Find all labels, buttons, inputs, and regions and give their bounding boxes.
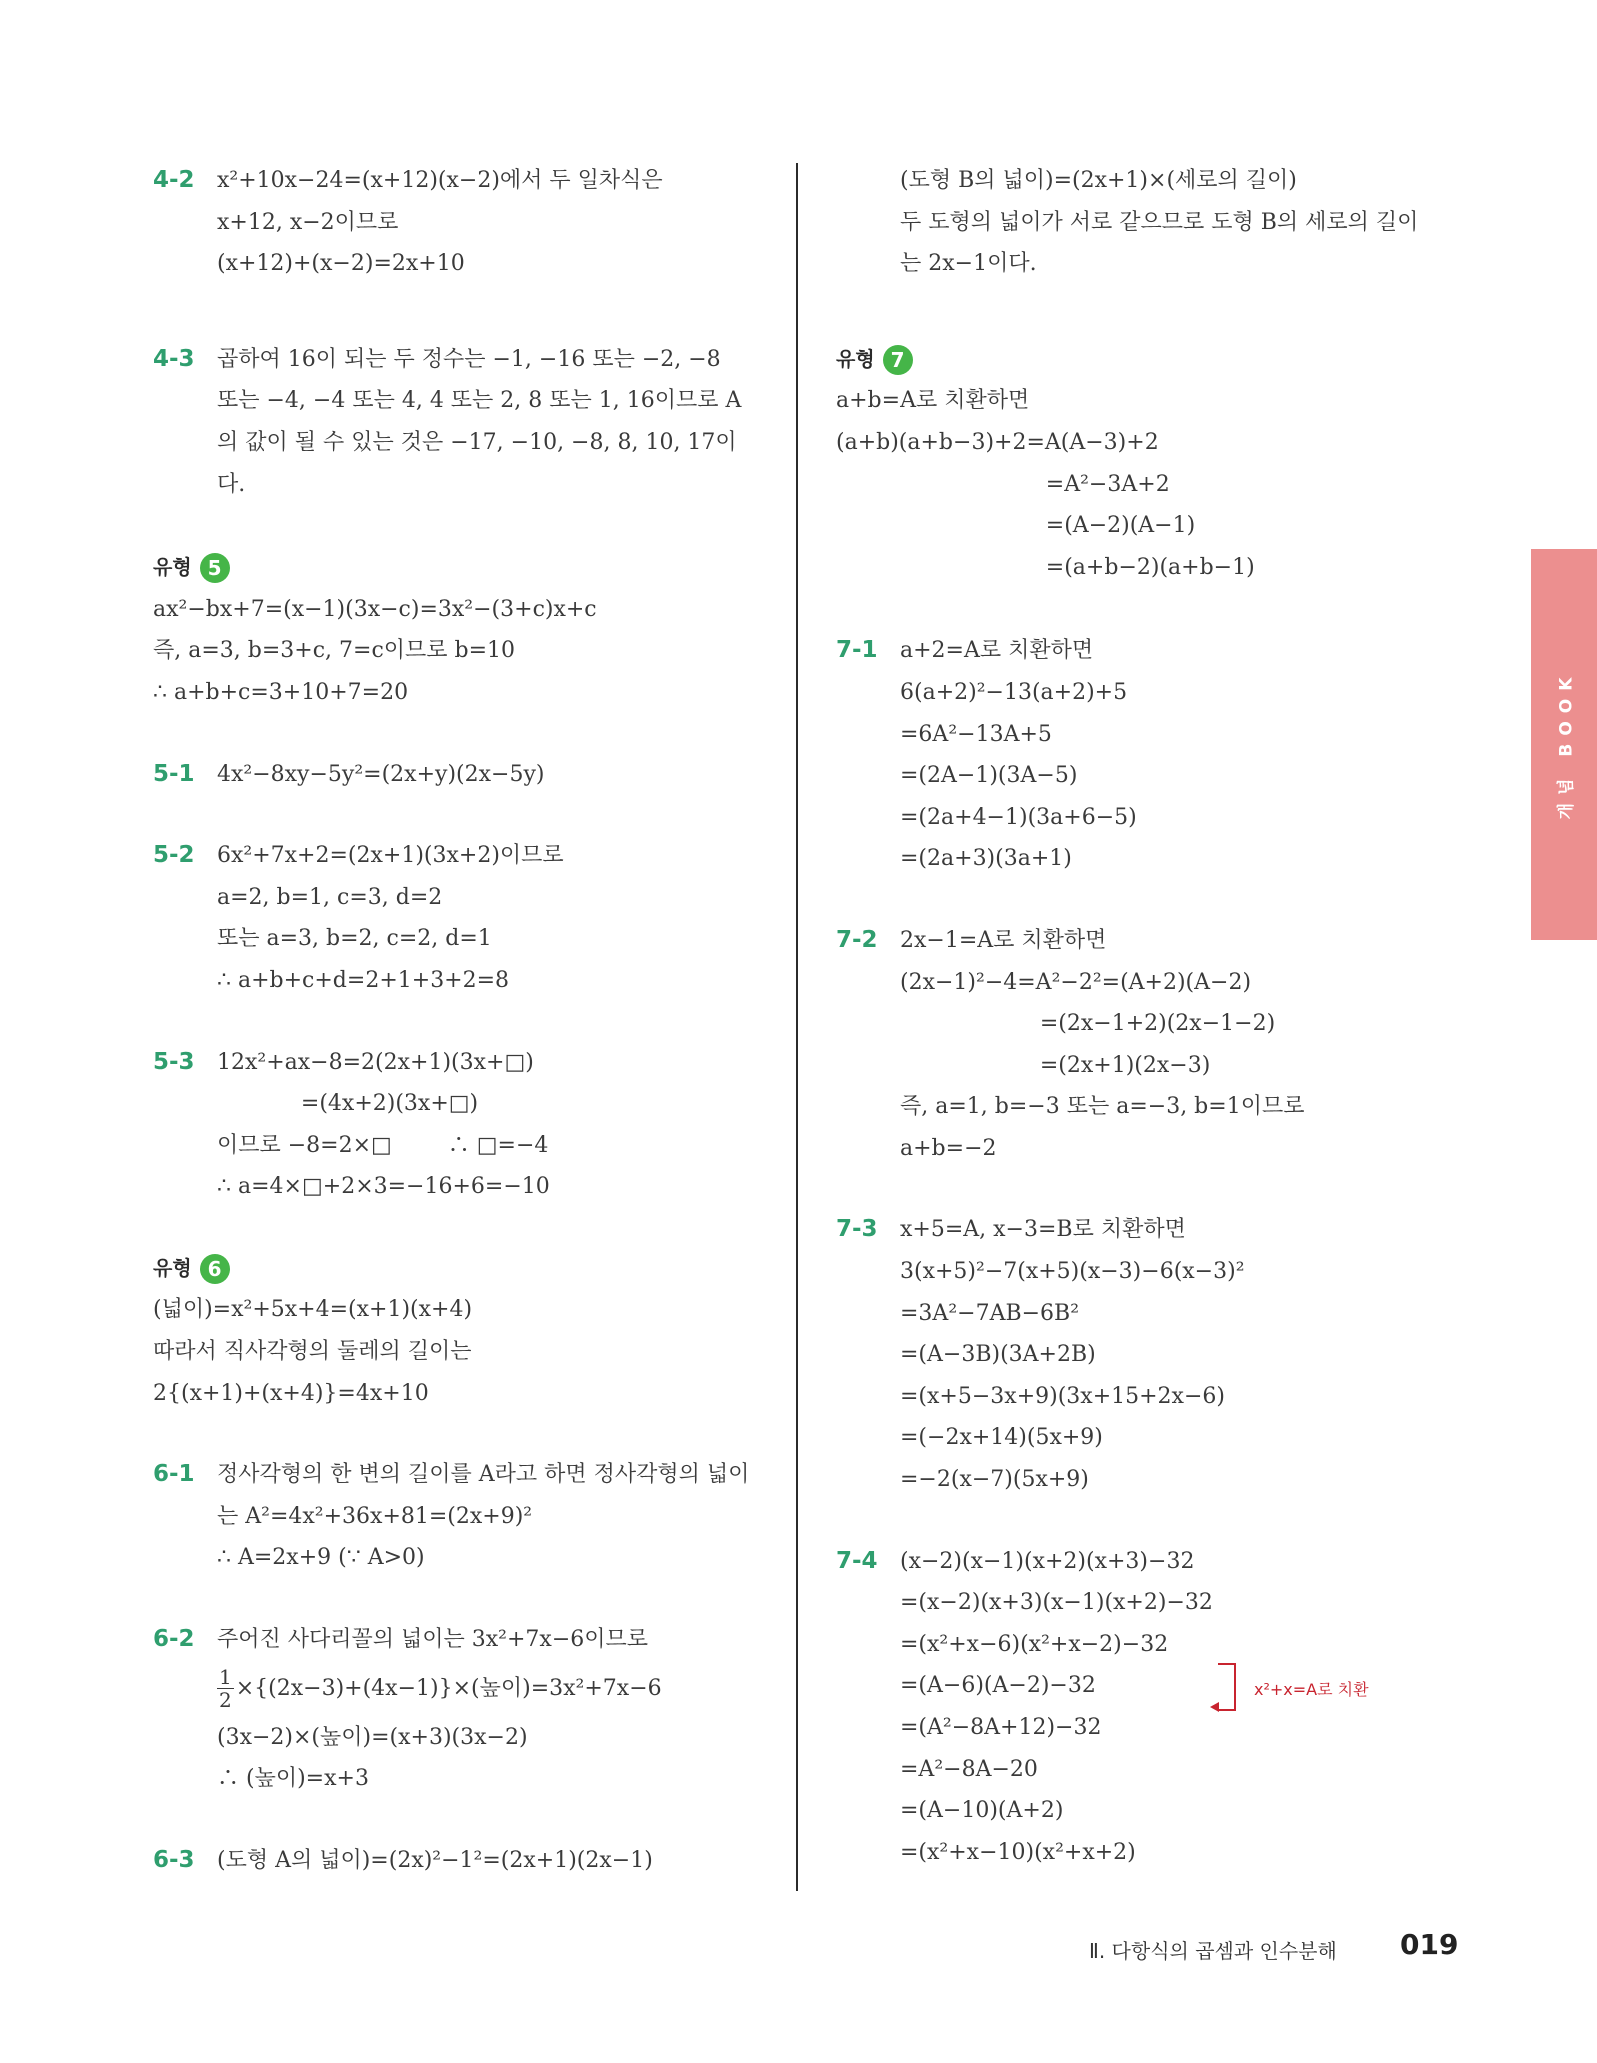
- solution-line: =(2A−1)(3A−5): [900, 763, 1078, 789]
- problem-number: 4-2: [153, 167, 195, 193]
- solution-line: 의 값이 될 수 있는 것은 −17, −10, −8, 8, 10, 17이: [217, 429, 737, 455]
- fraction-numerator: 1: [219, 1665, 232, 1690]
- footer-chapter-title: Ⅱ. 다항식의 곱셈과 인수분해: [1089, 1939, 1337, 1963]
- solution-line: =(2x−1+2)(2x−1−2): [900, 1011, 1276, 1037]
- type-5-section: [153, 547, 773, 713]
- solution-line: 는 2x−1이다.: [900, 251, 1037, 277]
- solution-line: 다.: [217, 471, 246, 497]
- solution-line: =(A−6)(A−2)−32: [900, 1673, 1096, 1699]
- solution-line: a=2, b=1, c=3, d=2: [217, 884, 443, 910]
- problem-7-3: [836, 1209, 1476, 1500]
- type-heading: [153, 547, 773, 589]
- problem-5-2: [153, 835, 773, 1001]
- problem-number: 4-3: [153, 345, 195, 372]
- solution-line: 12x²+ax−8=2(2x+1)(3x+□): [217, 1049, 534, 1075]
- side-tab-label: 개념 BOOK: [1556, 669, 1577, 820]
- arrow-head-icon: [1210, 1702, 1219, 1712]
- solution-line: =(−2x+14)(5x+9): [900, 1425, 1103, 1451]
- solution-line: 또는 a=3, b=2, c=2, d=1: [217, 926, 492, 952]
- solution-line: 6x²+7x+2=(2x+1)(3x+2)이므로: [217, 843, 564, 869]
- problem-number: 5-2: [153, 842, 195, 869]
- solution-line: ∴ a=4×□+2×3=−16+6=−10: [217, 1174, 550, 1200]
- problem-number: 7-3: [836, 1216, 878, 1243]
- problem-number: 6-3: [153, 1846, 195, 1873]
- solution-line: =(x+5−3x+9)(3x+15+2x−6): [900, 1383, 1225, 1409]
- problem-number: 6-2: [153, 1626, 195, 1653]
- solution-line: =−2(x−7)(5x+9): [900, 1467, 1089, 1493]
- problem-number: 7-1: [836, 637, 878, 664]
- solution-line: 또는 −4, −4 또는 4, 4 또는 2, 8 또는 1, 16이므로 A: [217, 388, 742, 414]
- solution-line: a+2=A로 치환하면: [900, 638, 1094, 664]
- problem-4-3: [153, 339, 773, 505]
- solution-line: =A²−8A−20: [900, 1756, 1038, 1782]
- type-heading: [153, 1248, 773, 1290]
- solution-line: =(2a+4−1)(3a+6−5): [900, 804, 1137, 830]
- solution-line: 4x²−8xy−5y²=(2x+y)(2x−5y): [217, 761, 545, 787]
- solution-line: 두 도형의 넓이가 서로 같으므로 도형 B의 세로의 길이: [900, 209, 1419, 235]
- problem-number: 5-3: [153, 1048, 195, 1075]
- problem-4-2: [153, 160, 773, 285]
- solution-line: a+b=A로 치환하면: [836, 388, 1030, 414]
- left-column: [153, 160, 773, 1881]
- problem-7-1: [836, 630, 1476, 880]
- solution-line: =(2a+3)(3a+1): [900, 846, 1072, 872]
- type-number-badge: 6: [200, 1254, 230, 1284]
- type-number-badge: 7: [883, 345, 913, 375]
- solution-line: =(A−3B)(3A+2B): [900, 1342, 1096, 1368]
- solution-line: ∴ a+b+c=3+10+7=20: [153, 679, 409, 705]
- solution-line: x+12, x−2이므로: [217, 209, 399, 235]
- solution-line: (도형 B의 넓이)=(2x+1)×(세로의 길이): [900, 168, 1297, 193]
- solution-line: (넓이)=x²+5x+4=(x+1)(x+4): [153, 1297, 473, 1323]
- solution-line: 는 A²=4x²+36x+81=(2x+9)²: [217, 1503, 533, 1529]
- solution-line: =(x−2)(x+3)(x−1)(x+2)−32: [900, 1590, 1213, 1616]
- solution-line: a+b=−2: [900, 1135, 997, 1161]
- substitution-bracket: [1218, 1663, 1236, 1711]
- problem-number: 5-1: [153, 760, 195, 787]
- solution-line: 따라서 직사각형의 둘레의 길이는: [153, 1339, 472, 1365]
- solution-line: 2x−1=A로 치환하면: [900, 927, 1107, 953]
- problem-6-2: [153, 1619, 773, 1800]
- solution-line: 2{(x+1)+(x+4)}=4x+10: [153, 1380, 429, 1406]
- type-number-badge: 5: [200, 553, 230, 583]
- right-column: [836, 160, 1476, 1873]
- solution-line: =(A−2)(A−1): [836, 513, 1196, 539]
- type-7-section: [836, 339, 1476, 589]
- problem-number: 6-1: [153, 1461, 195, 1488]
- solution-line: ax²−bx+7=(x−1)(3x−c)=3x²−(3+c)x+c: [153, 596, 597, 622]
- solution-line: 즉, a=3, b=3+c, 7=c이므로 b=10: [153, 638, 516, 664]
- solution-line: ∴ a+b+c+d=2+1+3+2=8: [217, 967, 510, 993]
- fraction-rest: ×{(2x−3)+(4x−1)}×(높이)=3x²+7x−6: [235, 1675, 662, 1701]
- problem-6-3: [153, 1840, 773, 1882]
- column-divider: [796, 163, 798, 1891]
- solution-line: =(a+b−2)(a+b−1): [836, 554, 1255, 580]
- solution-line: ∴ A=2x+9 (∵ A>0): [217, 1545, 425, 1571]
- solution-line: =A²−3A+2: [836, 471, 1170, 497]
- solution-line: 즉, a=1, b=−3 또는 a=−3, b=1이므로: [900, 1094, 1305, 1120]
- solution-line: =(x²+x−10)(x²+x+2): [900, 1839, 1136, 1865]
- solution-line: (3x−2)×(높이)=(x+3)(3x−2): [217, 1724, 528, 1750]
- problem-number: 7-4: [836, 1547, 878, 1574]
- solution-line: 3(x+5)²−7(x+5)(x−3)−6(x−3)²: [900, 1259, 1245, 1285]
- solution-line: (2x−1)²−4=A²−2²=(A+2)(A−2): [900, 969, 1252, 995]
- fraction: [217, 1666, 234, 1711]
- solution-line: =(4x+2)(3x+□): [217, 1091, 479, 1117]
- section-side-tab: [1531, 549, 1597, 940]
- solution-line: (도형 A의 넓이)=(2x)²−1²=(2x+1)(2x−1): [217, 1847, 653, 1873]
- solution-line: 주어진 사다리꼴의 넓이는 3x²+7x−6이므로: [217, 1627, 649, 1653]
- type-label: 유형: [836, 346, 875, 371]
- solution-line: =(A²−8A+12)−32: [900, 1715, 1102, 1740]
- solution-line: (x−2)(x−1)(x+2)(x+3)−32: [900, 1548, 1195, 1574]
- solution-line: x+5=A, x−3=B로 치환하면: [900, 1217, 1186, 1243]
- problem-5-3: [153, 1042, 773, 1208]
- solution-line: =(2x+1)(2x−3): [900, 1052, 1211, 1078]
- problem-7-4: [836, 1541, 1476, 1874]
- solution-line: 곱하여 16이 되는 두 정수는 −1, −16 또는 −2, −8: [217, 346, 721, 372]
- fraction-line: [217, 1661, 773, 1717]
- solution-line: x²+10x−24=(x+12)(x−2)에서 두 일차식은: [217, 168, 663, 193]
- solution-line: (x+12)+(x−2)=2x+10: [217, 251, 465, 277]
- type-label: 유형: [153, 1255, 192, 1280]
- solution-line: 정사각형의 한 변의 길이를 A라고 하면 정사각형의 넓이: [217, 1462, 750, 1488]
- type-heading: [836, 339, 1476, 381]
- solution-line: ∴ (높이)=x+3: [217, 1766, 369, 1792]
- problem-5-1: [153, 754, 773, 796]
- problem-6-1: [153, 1454, 773, 1579]
- solution-line: =(x²+x−6)(x²+x−2)−32: [900, 1631, 1169, 1657]
- substitution-note: x²+x=A로 치환: [1254, 1680, 1369, 1699]
- problem-6-3-continued: [836, 160, 1476, 285]
- solution-line: =(A−10)(A+2): [900, 1798, 1064, 1824]
- solution-line: (a+b)(a+b−3)+2=A(A−3)+2: [836, 429, 1159, 455]
- solution-line: =3A²−7AB−6B²: [900, 1300, 1080, 1326]
- type-6-section: [153, 1248, 773, 1414]
- problem-number: 7-2: [836, 926, 878, 953]
- fraction-denominator: 2: [219, 1688, 232, 1713]
- problem-7-2: [836, 920, 1476, 1170]
- solution-line: 이므로 −8=2×□ ∴ □=−4: [217, 1132, 549, 1158]
- solution-line: =6A²−13A+5: [900, 721, 1052, 747]
- page-number: 019: [1400, 1928, 1459, 1961]
- type-label: 유형: [153, 555, 192, 580]
- solution-line: 6(a+2)²−13(a+2)+5: [900, 679, 1128, 705]
